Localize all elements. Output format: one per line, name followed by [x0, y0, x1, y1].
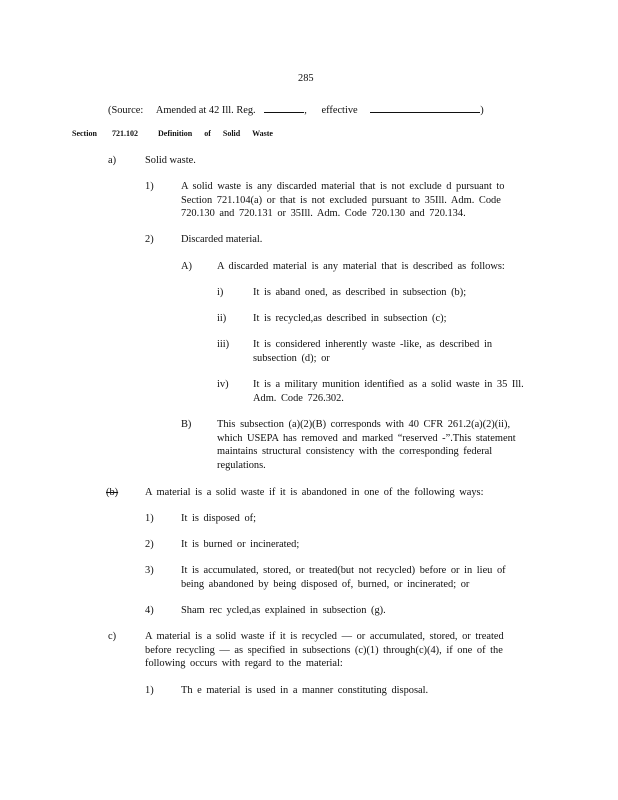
a2Aii-marker: ii): [217, 313, 227, 324]
reg-blank: [264, 102, 304, 113]
a2Aiv-marker: iv): [217, 379, 229, 390]
a2Ai-marker: i): [217, 287, 224, 298]
c1-marker: 1): [145, 685, 154, 696]
source-close: ): [480, 105, 484, 116]
a2Aiii-marker: iii): [217, 339, 230, 350]
subsection-b-text: A material is a solid waste if it is abandoned in one of the following ways:: [145, 487, 484, 498]
a1-marker: 1): [145, 181, 154, 192]
source-comma: ,: [304, 105, 307, 116]
subsection-c-text: A material is a solid waste if it is recycled — or accumulated, stored, or treated before recycling — as specified in subsections (c)(1) through(c)(4), if one of the following occurs with regard to the material:: [145, 631, 504, 669]
a2B-text: This subsection (a)(2)(B) corresponds with 40 CFR 261.2(a)(2)(ii), which USEPA has removed and marked “reserved -”.This statement maintains structural consistency with the corresponding federal regulations.: [217, 419, 516, 471]
subsection-a-marker: a): [108, 155, 117, 166]
a2A-text: A discarded material is any material that is described as follows:: [217, 261, 505, 272]
a2-marker: 2): [145, 234, 154, 245]
source-line: [108, 102, 484, 118]
source-prefix: (Source:: [108, 105, 144, 116]
b4-text: Sham rec ycled,as explained in subsection (g).: [181, 605, 386, 616]
source-text: Amended at 42 Ill. Reg.: [155, 105, 256, 116]
b3-text: It is accumulated, stored, or treated(but not recycled) before or in lieu of being abandoned by being disposed of, burned, or incinerated; or: [181, 565, 506, 590]
a2B-marker: B): [181, 419, 192, 430]
b2-marker: 2): [145, 539, 154, 550]
b1-marker: 1): [145, 513, 154, 524]
c1-text: Th e material is used in a manner constituting disposal.: [181, 685, 429, 696]
subsection-a-heading: Solid waste.: [145, 155, 196, 166]
section-label: Section: [72, 129, 97, 138]
subsection-c-marker: c): [108, 631, 117, 642]
b3-marker: 3): [145, 565, 154, 576]
a2Aii-text: It is recycled,as described in subsection (c);: [253, 313, 447, 324]
source-effective: effective: [321, 105, 358, 116]
a2Aiv-text: It is a military munition identified as a solid waste in 35 Ill. Adm. Code 726.302.: [253, 379, 524, 404]
page-number: 285: [298, 73, 314, 84]
a2Ai-text: It is aband oned, as described in subsection (b);: [253, 287, 467, 298]
a1-text: A solid waste is any discarded material that is not exclude d pursuant to Section 721.104(a) or that is not excluded pursuant to 35Ill. Adm. Code 720.130 and 720.131 or 35Ill. Adm. Code 720.130 and 720.134.: [181, 181, 505, 219]
effective-blank: [370, 102, 480, 113]
b1-text: It is disposed of;: [181, 513, 256, 524]
a2A-marker: A): [181, 261, 192, 272]
section-title: Definition of Solid Waste: [158, 129, 273, 138]
b4-marker: 4): [145, 605, 154, 616]
a2-text: Discarded material.: [181, 234, 263, 245]
subsection-b-marker: (b): [106, 487, 119, 498]
section-number: 721.102: [112, 129, 138, 138]
b2-text: It is burned or incinerated;: [181, 539, 300, 550]
a2Aiii-text: It is considered inherently waste -like, as described in subsection (d); or: [253, 339, 493, 364]
